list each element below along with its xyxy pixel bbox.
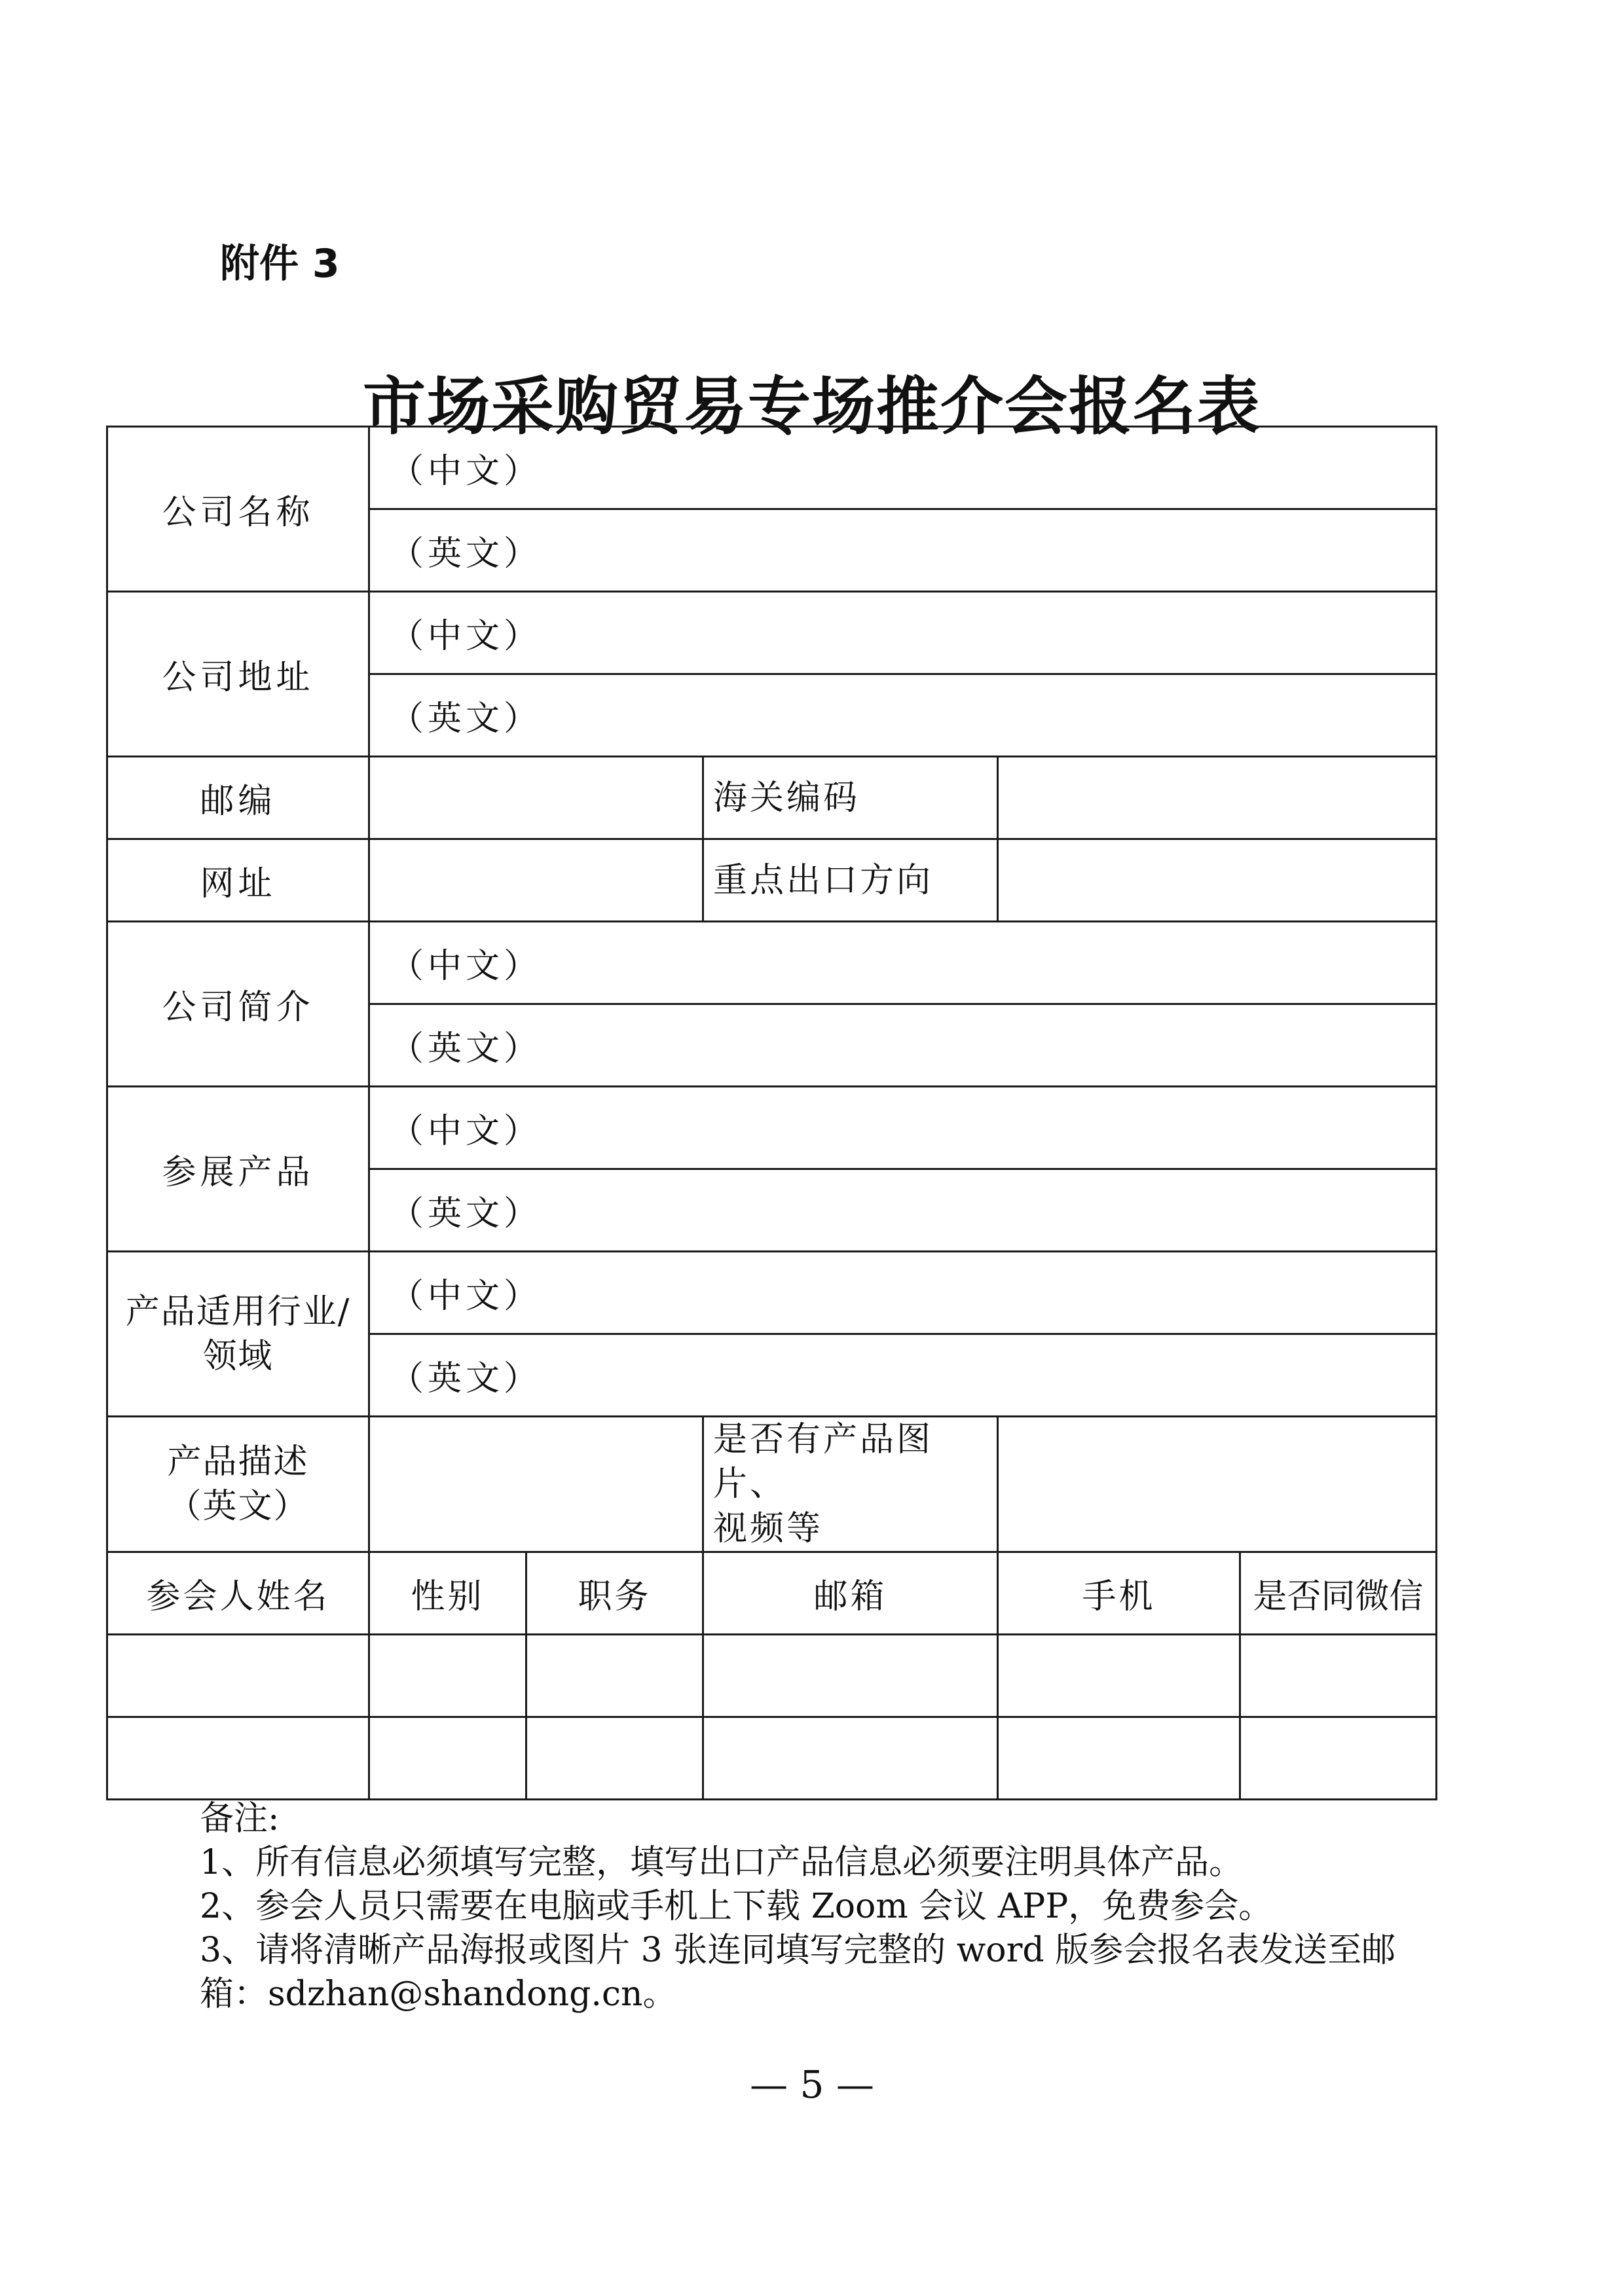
company-intro-en-field[interactable] [369,1004,1437,1087]
postcode-field[interactable] [369,757,703,839]
company-address-row-cn [107,592,1437,674]
attendee-email-cell[interactable] [703,1635,998,1717]
industry-label-line2: 领域 [202,1336,274,1376]
field-hint: （中文） [390,947,542,986]
attendee-mobile-cell[interactable] [998,1717,1240,1800]
media-label-line2: 视频等 [713,1509,824,1548]
field-hint: （中文） [390,1277,542,1316]
attendee-wechat-cell[interactable] [1240,1635,1437,1717]
company-intro-cn-field[interactable] [369,922,1437,1004]
website-label: 网址 [107,839,369,922]
same-as-wechat-header: 是否同微信 [1240,1552,1437,1635]
notes-section [200,1797,1444,2016]
attendee-gender-cell[interactable] [369,1717,526,1800]
media-label-line1: 是否有产品图片、 [713,1420,934,1504]
field-hint: （英文） [390,1029,542,1068]
attendee-row [107,1635,1437,1717]
company-intro-row-cn [107,922,1437,1004]
field-hint: （英文） [390,534,542,574]
customs-code-field[interactable] [998,757,1437,839]
attendee-wechat-cell[interactable] [1240,1717,1437,1800]
company-address-cn-field[interactable] [369,592,1437,674]
industry-cn-field[interactable] [369,1252,1437,1334]
industry-label-line1: 产品适用行业/ [125,1292,351,1332]
export-direction-label: 重点出口方向 [703,839,998,922]
position-header: 职务 [526,1552,703,1635]
gender-header: 性别 [369,1552,526,1635]
product-description-label-line1: 产品描述 [167,1442,309,1482]
attendee-name-cell[interactable] [107,1717,369,1800]
company-name-cn-field[interactable] [369,427,1437,509]
page-number: — 5 — [750,2062,874,2107]
mobile-header: 手机 [998,1552,1240,1635]
attendee-position-cell[interactable] [526,1717,703,1800]
attendee-name-cell[interactable] [107,1635,369,1717]
email-header: 邮箱 [703,1552,998,1635]
attendee-position-cell[interactable] [526,1635,703,1717]
postcode-label: 邮编 [107,757,369,839]
attachment-label: 附件 3 [220,241,340,287]
attendee-email-cell[interactable] [703,1717,998,1800]
industry-row-cn [107,1252,1437,1334]
attendee-name-header: 参会人姓名 [107,1552,369,1635]
notes-heading: 备注: [200,1799,280,1838]
company-name-label: 公司名称 [107,427,369,592]
field-hint: （中文） [390,452,542,491]
industry-label [107,1252,369,1417]
field-hint: （英文） [390,699,542,738]
company-address-label: 公司地址 [107,592,369,757]
exhibit-products-label: 参展产品 [107,1087,369,1252]
media-label [703,1417,998,1552]
product-description-row [107,1417,1437,1552]
exhibit-products-row-cn [107,1087,1437,1169]
industry-en-field[interactable] [369,1334,1437,1417]
exhibit-products-en-field[interactable] [369,1169,1437,1252]
product-description-field[interactable] [369,1417,703,1552]
note-item-3: 3、请将清晰产品海报或图片 3 张连同填写完整的 word 版参会报名表发送至邮箱：sdzhan@shandong.cn。 [200,1931,1396,2014]
media-field[interactable] [998,1417,1437,1552]
product-description-label [107,1417,369,1552]
field-hint: （英文） [390,1194,542,1233]
postcode-row [107,757,1437,839]
field-hint: （中文） [390,617,542,656]
attendee-row [107,1717,1437,1800]
company-intro-label: 公司简介 [107,922,369,1087]
attendee-header-row [107,1552,1437,1635]
website-field[interactable] [369,839,703,922]
registration-form-table [106,426,1437,1800]
field-hint: （中文） [390,1112,542,1151]
product-description-label-line2: （英文） [167,1487,309,1526]
company-name-row-cn [107,427,1437,509]
note-item-2: 2、参会人员只需要在电脑或手机上下载 Zoom 会议 APP，免费参会。 [200,1887,1273,1926]
form-title: 市场采购贸易专场推介会报名表 [363,369,1261,443]
attendee-mobile-cell[interactable] [998,1635,1240,1717]
exhibit-products-cn-field[interactable] [369,1087,1437,1169]
company-name-en-field[interactable] [369,509,1437,592]
field-hint: （英文） [390,1359,542,1398]
export-direction-field[interactable] [998,839,1437,922]
customs-code-label: 海关编码 [703,757,998,839]
attendee-gender-cell[interactable] [369,1635,526,1717]
note-item-1: 1、所有信息必须填写完整，填写出口产品信息必须要注明具体产品。 [200,1843,1244,1882]
website-row [107,839,1437,922]
company-address-en-field[interactable] [369,674,1437,757]
